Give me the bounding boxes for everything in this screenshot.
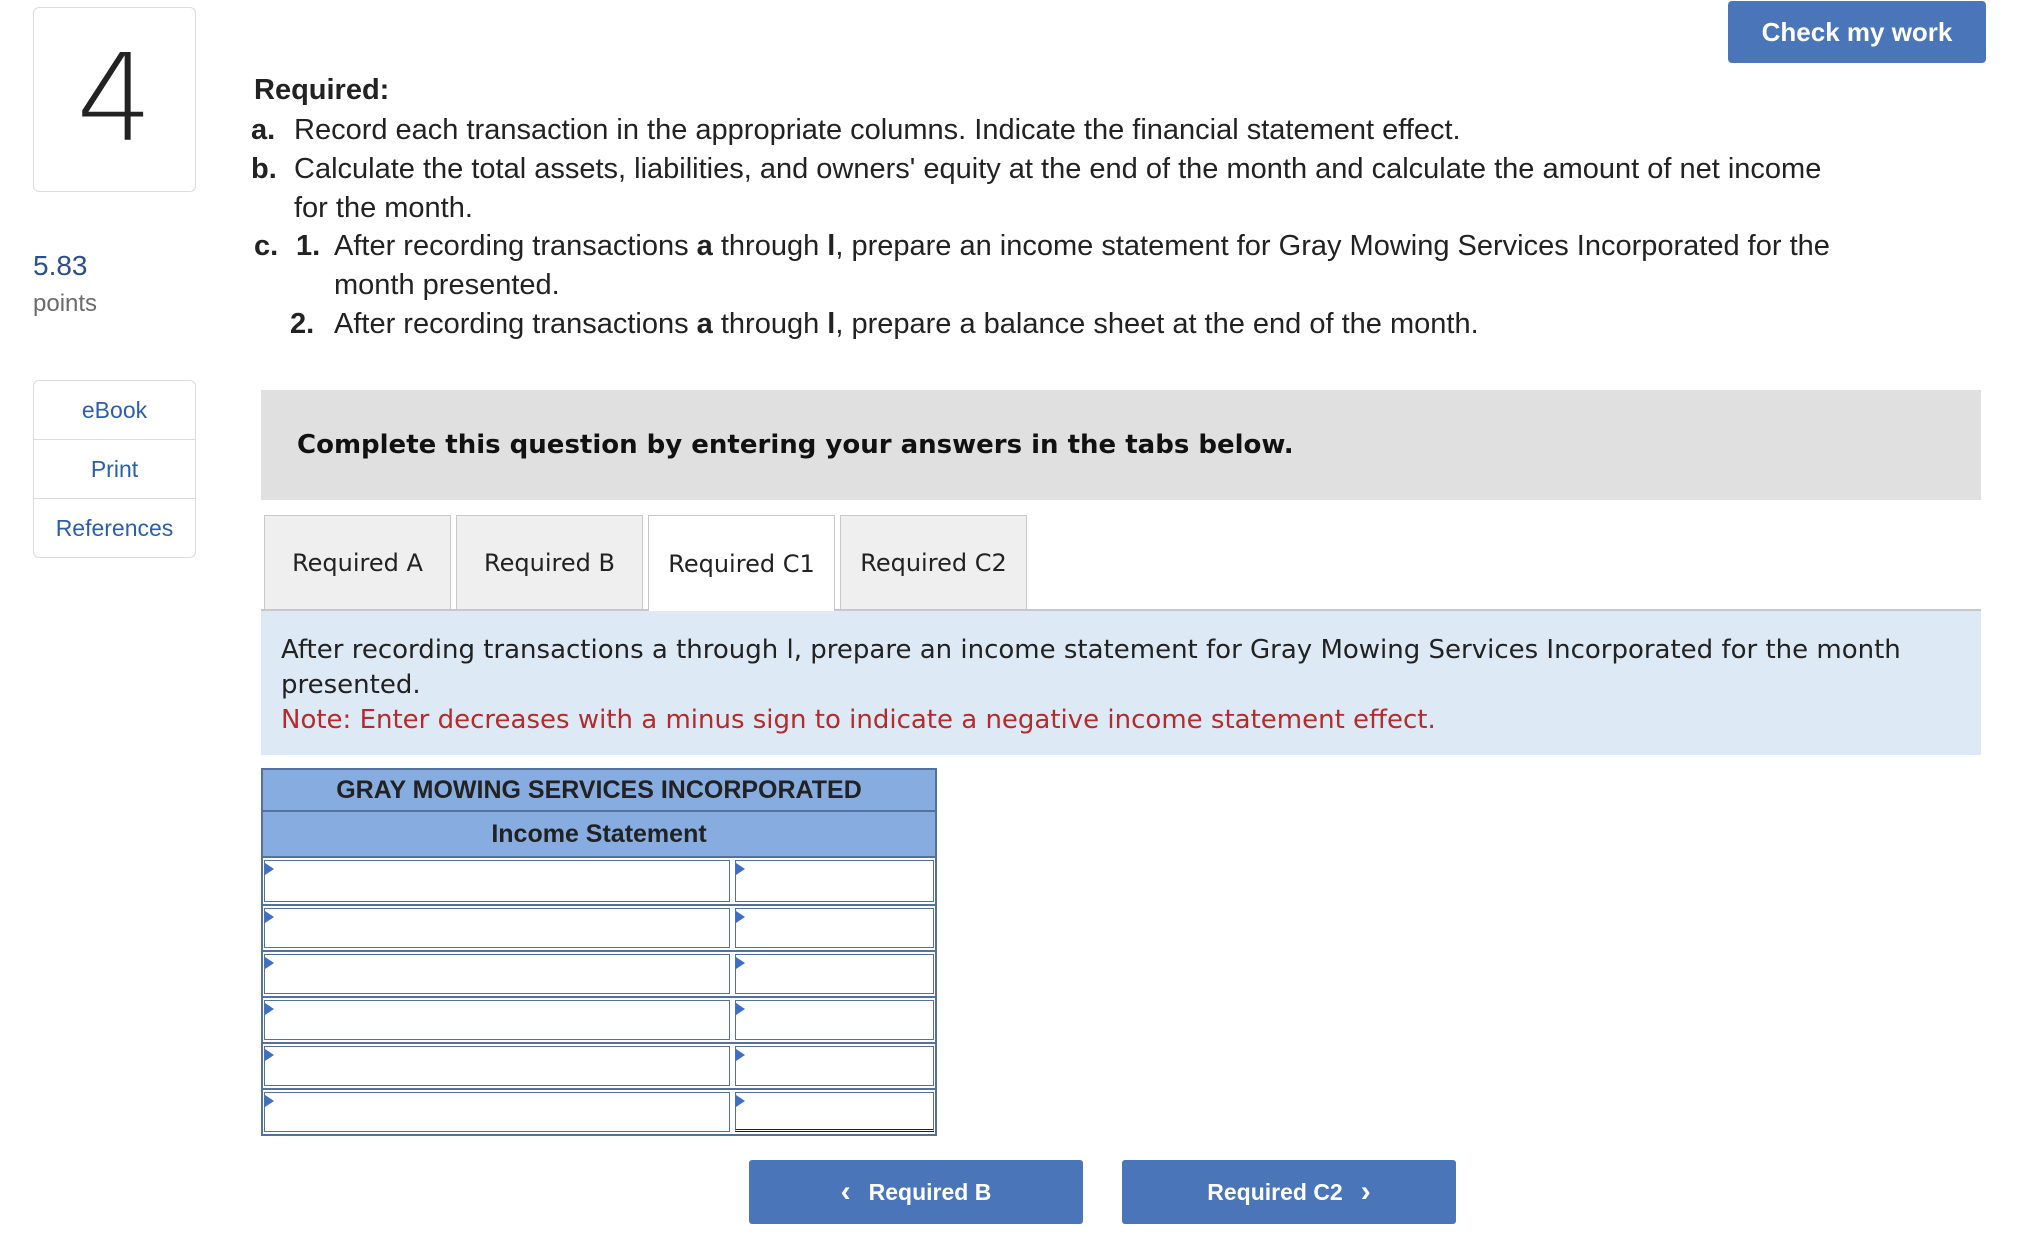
amount-input[interactable] [735, 1092, 934, 1132]
amount-input[interactable] [735, 860, 934, 902]
required-b [251, 150, 1821, 188]
points-label: points [33, 290, 98, 317]
prev-button-label: Required B [868, 1178, 992, 1205]
required-c2-a: a [696, 308, 713, 340]
points-value: 5.83 [33, 250, 88, 281]
amount-input[interactable] [735, 1000, 934, 1040]
required-c1-mid: through [712, 230, 828, 262]
instruction-text: After recording transactions a through l, prepare an income statement for Gray Mowing Services Incorporated for the month presented. [281, 635, 1901, 700]
instruction-panel [261, 611, 1981, 755]
instruction-note: Note: Enter decreases with a minus sign to indicate a negative income statement effect. [281, 705, 1436, 735]
required-c1-post: , prepare an income statement for Gray Mowing Services Incorporated for the [835, 230, 1830, 262]
question-number-box [33, 7, 196, 192]
income-statement-table [261, 768, 937, 1136]
required-c2-post: , prepare a balance sheet at the end of the month. [835, 308, 1479, 340]
statement-title: Income Statement [261, 812, 937, 858]
line-item-select[interactable] [264, 860, 730, 902]
table-row [263, 1088, 935, 1134]
table-row [263, 858, 935, 904]
tab-required-c2[interactable]: Required C2 [840, 515, 1027, 610]
amount-input[interactable] [735, 908, 934, 948]
required-c2-label: 2. [290, 308, 315, 340]
required-c1-label: 1. [296, 230, 321, 262]
line-item-select[interactable] [264, 1046, 730, 1086]
amount-input[interactable] [735, 954, 934, 994]
chevron-right-icon: › [1360, 1175, 1371, 1208]
tab-required-a[interactable]: Required A [264, 515, 451, 610]
next-button-label: Required C2 [1207, 1178, 1343, 1205]
question-number: 4 [76, 29, 153, 169]
required-c2-mid: through [712, 308, 828, 340]
table-row [263, 996, 935, 1042]
print-link[interactable]: Print [34, 440, 195, 499]
required-c1 [254, 227, 1830, 265]
line-item-select[interactable] [264, 908, 730, 948]
required-heading: Required: [254, 74, 390, 106]
required-c2-l: l [827, 308, 836, 340]
statement-company-name: GRAY MOWING SERVICES INCORPORATED [261, 768, 937, 812]
table-row [263, 904, 935, 950]
required-c2-pre: After recording transactions [334, 308, 697, 340]
table-row [263, 1042, 935, 1088]
amount-input[interactable] [735, 1046, 934, 1086]
tab-required-b[interactable]: Required B [456, 515, 643, 610]
prev-required-b-button[interactable] [749, 1160, 1083, 1224]
chevron-left-icon: ‹ [840, 1175, 851, 1208]
line-item-select[interactable] [264, 1000, 730, 1040]
line-item-select[interactable] [264, 954, 730, 994]
required-c2 [290, 305, 1479, 343]
required-a-text: Record each transaction in the appropriate columns. Indicate the financial statement effect. [294, 114, 1461, 146]
required-b-continued: for the month. [294, 192, 473, 224]
required-c1-a: a [696, 230, 713, 262]
references-link[interactable]: References [55, 514, 174, 541]
required-c1-pre: After recording transactions [334, 230, 697, 262]
ebook-link[interactable]: eBook [34, 381, 195, 440]
required-c1-l: l [827, 230, 836, 262]
tab-required-c1[interactable]: Required C1 [648, 515, 835, 612]
required-b-text: Calculate the total assets, liabilities, and owners' equity at the end of the month and calculate the amount of net income [294, 153, 1822, 185]
line-item-select[interactable] [264, 1092, 730, 1132]
statement-body [261, 858, 937, 1136]
side-links-panel [33, 380, 196, 558]
tabs-banner: Complete this question by entering your answers in the tabs below. [261, 390, 1981, 500]
table-row [263, 950, 935, 996]
required-a [251, 111, 1461, 149]
next-required-c2-button[interactable] [1122, 1160, 1456, 1224]
required-c-label: c. [254, 230, 279, 262]
check-my-work-button[interactable]: Check my work [1728, 1, 1986, 63]
required-c1-continued: month presented. [334, 269, 560, 301]
required-b-label: b. [251, 153, 277, 185]
required-a-label: a. [251, 114, 276, 146]
